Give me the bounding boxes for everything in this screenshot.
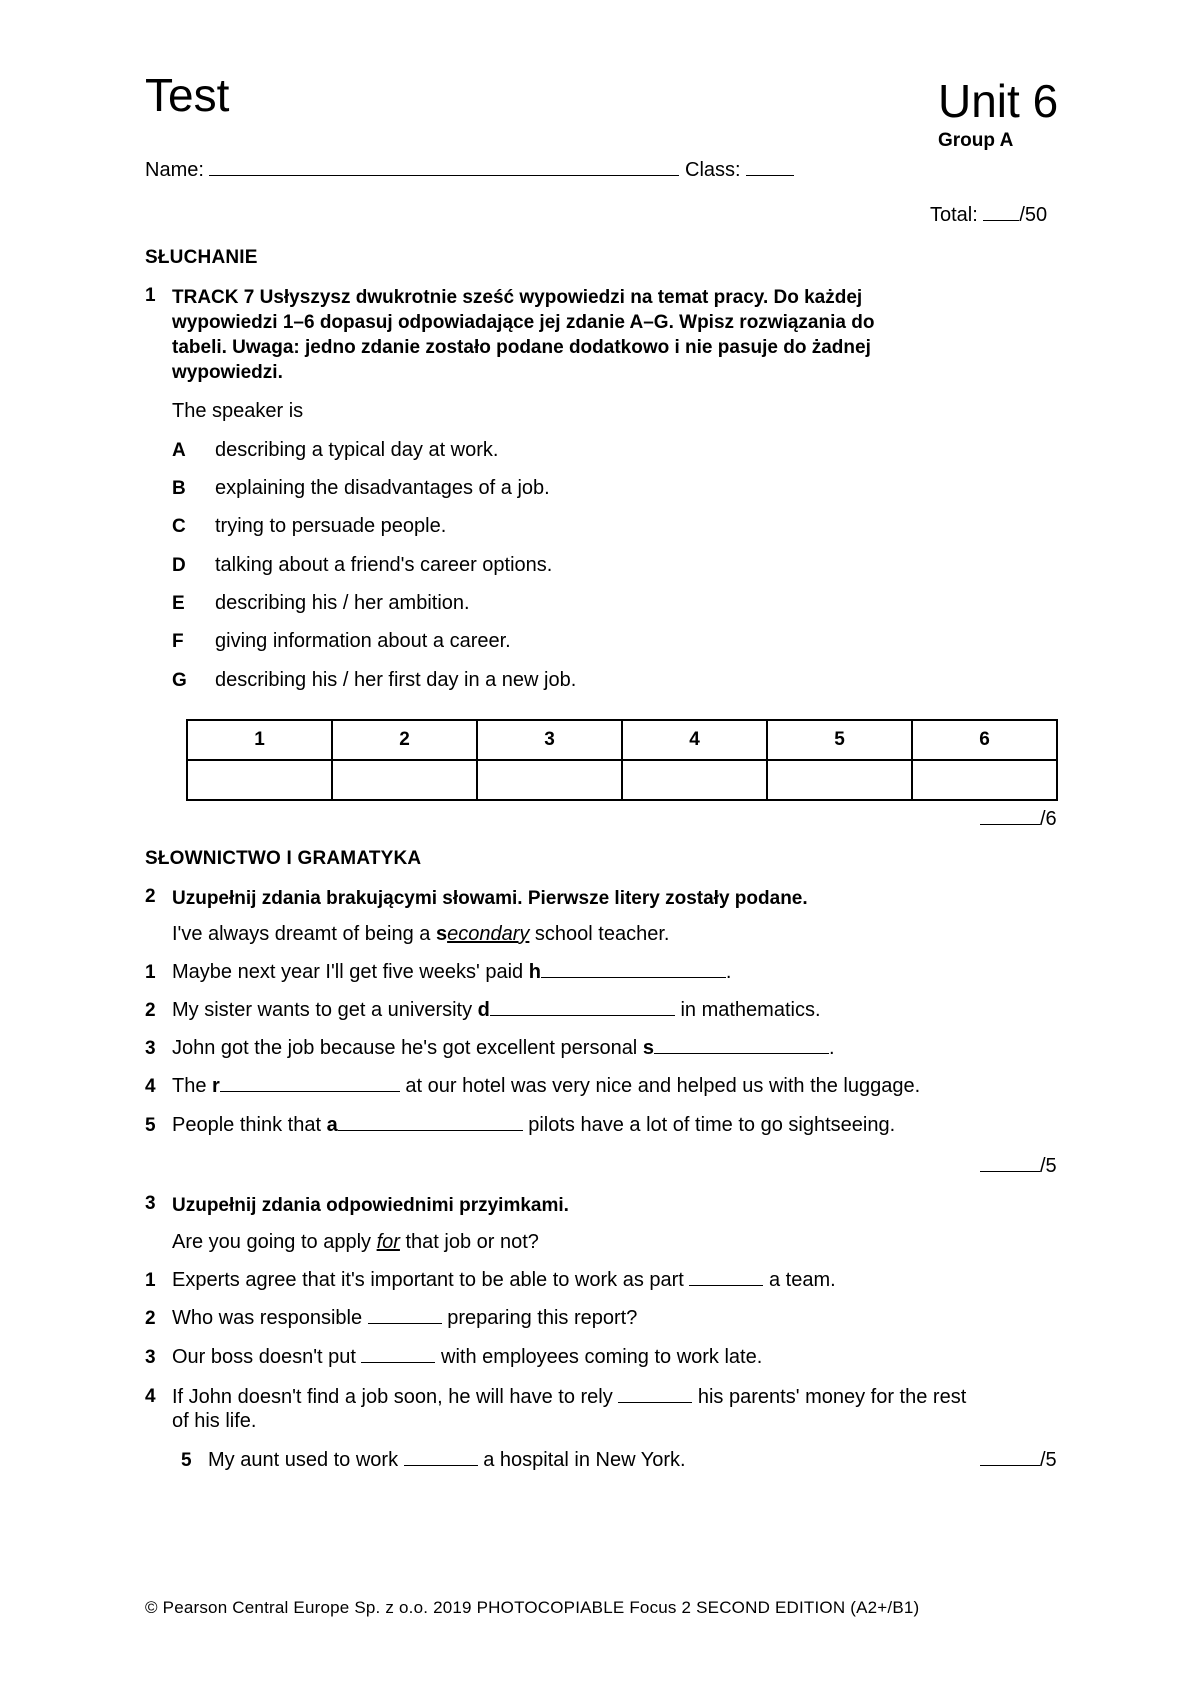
score-max: /5: [1040, 1155, 1057, 1177]
answer-table-header: 6: [912, 720, 1057, 760]
answer-gap[interactable]: [618, 1386, 692, 1403]
exercise-1-score: [980, 808, 1057, 831]
exercise-3-item: [172, 1385, 1052, 1433]
item-text: at our hotel was very nice and helped us with the luggage.: [399, 1075, 921, 1097]
score-field[interactable]: [980, 808, 1040, 825]
option-letter: F: [172, 631, 184, 652]
option-letter: C: [172, 516, 186, 537]
exercise-2-example: [172, 923, 669, 946]
answer-gap[interactable]: [404, 1449, 478, 1466]
total-field[interactable]: [983, 204, 1019, 221]
item-first-letter: a: [326, 1114, 338, 1136]
answer-gap[interactable]: [368, 1307, 442, 1324]
score-field[interactable]: [980, 1449, 1040, 1466]
answer-gap[interactable]: [338, 1114, 523, 1131]
item-number: 4: [145, 1076, 156, 1097]
item-text: My aunt used to work: [208, 1449, 404, 1471]
answer-gap[interactable]: [220, 1075, 400, 1092]
option-text: describing a typical day at work.: [215, 439, 499, 461]
option-letter: E: [172, 593, 185, 614]
item-text: .: [828, 1037, 835, 1059]
example-text: Are you going to apply: [172, 1231, 377, 1253]
unit-title: Unit 6: [938, 75, 1059, 127]
item-text: preparing this report?: [441, 1307, 638, 1329]
item-number: 2: [145, 1308, 156, 1329]
item-text: in mathematics.: [674, 999, 821, 1021]
exercise-3-number: 3: [145, 1193, 156, 1214]
answer-cell[interactable]: [477, 760, 622, 800]
exercise-1-instruction: [172, 285, 1052, 385]
exercise-2-item: [172, 1037, 835, 1060]
group-label: Group A: [938, 130, 1014, 151]
item-first-letter: d: [477, 999, 490, 1021]
instruction-line: wypowiedzi.: [172, 362, 283, 383]
answer-table: [186, 719, 1058, 801]
option-letter: D: [172, 555, 186, 576]
listening-heading: SŁUCHANIE: [145, 247, 258, 268]
item-text: pilots have a lot of time to go sightseeing.: [522, 1114, 896, 1136]
total-score: [930, 204, 1047, 227]
answer-cell[interactable]: [912, 760, 1057, 800]
item-first-letter: h: [528, 961, 541, 983]
item-text: his parents' money for the rest: [692, 1386, 967, 1408]
item-text: a hospital in New York.: [477, 1449, 686, 1471]
total-label: Total:: [930, 204, 978, 226]
instruction-line: wypowiedzi 1–6 dopasuj odpowiadające jej zdanie A–G. Wpisz rozwiązania do: [172, 312, 875, 333]
score-max: /5: [1040, 1449, 1057, 1471]
option-text: describing his / her ambition.: [215, 592, 470, 614]
example-answer: for: [376, 1231, 400, 1253]
example-answer: econdary: [447, 923, 530, 945]
instruction-line: TRACK 7 Usłyszysz dwukrotnie sześć wypowiedzi na temat pracy. Do każdej: [172, 287, 863, 308]
example-text: school teacher.: [529, 923, 670, 945]
exercise-3-item: [208, 1449, 686, 1472]
option-text: talking about a friend's career options.: [215, 554, 553, 576]
exercise-3-instruction: Uzupełnij zdania odpowiednimi przyimkami.: [172, 1195, 569, 1216]
item-text: .: [725, 961, 732, 983]
exercise-3-item: [172, 1346, 762, 1369]
answer-table-header-row: [187, 720, 1057, 760]
item-text: Maybe next year I'll get five weeks' paid: [172, 961, 529, 983]
option-text: giving information about a career.: [215, 630, 511, 652]
answer-table-header: 5: [767, 720, 912, 760]
item-text: with employees coming to work late.: [435, 1346, 763, 1368]
answer-cell[interactable]: [332, 760, 477, 800]
score-field[interactable]: [980, 1155, 1040, 1172]
item-number: 4: [145, 1386, 156, 1407]
item-first-letter: s: [642, 1037, 654, 1059]
score-max: /6: [1040, 808, 1057, 830]
item-number: 5: [145, 1115, 156, 1136]
answer-gap[interactable]: [541, 961, 726, 978]
name-class-line: [145, 157, 794, 182]
answer-cell[interactable]: [622, 760, 767, 800]
answer-cell[interactable]: [187, 760, 332, 800]
option-letter: G: [172, 670, 187, 691]
copyright-footer: © Pearson Central Europe Sp. z o.o. 2019 PHOTOCOPIABLE Focus 2 SECOND EDITION (A2+/B1): [145, 1598, 920, 1617]
exercise-3-item: [172, 1269, 836, 1292]
item-text: If John doesn't find a job soon, he will have to rely: [172, 1386, 619, 1408]
item-text: of his life.: [172, 1410, 257, 1432]
option-text: trying to persuade people.: [215, 515, 447, 537]
exercise-3-score: [980, 1449, 1057, 1472]
exercise-2-number: 2: [145, 886, 156, 907]
item-text: Our boss doesn't put: [172, 1346, 362, 1368]
option-text: explaining the disadvantages of a job.: [215, 477, 550, 499]
example-first-letter: s: [435, 923, 448, 945]
class-label: Class:: [685, 159, 741, 181]
item-number: 3: [145, 1038, 156, 1059]
item-text: a team.: [763, 1269, 836, 1291]
answer-gap[interactable]: [361, 1346, 435, 1363]
vocab-heading: SŁOWNICTWO I GRAMATYKA: [145, 848, 422, 869]
total-max: /50: [1019, 204, 1048, 226]
item-text: Who was responsible: [172, 1307, 368, 1329]
option-letter: B: [172, 478, 186, 499]
name-label: Name:: [145, 159, 204, 181]
item-text: People think that: [172, 1114, 327, 1136]
exercise-2-item: [172, 1114, 895, 1137]
item-number: 1: [145, 1270, 156, 1291]
exercise-3-example: [172, 1231, 539, 1254]
item-text: My sister wants to get a university: [172, 999, 478, 1021]
exercise-2-item: [172, 961, 731, 984]
answer-gap[interactable]: [689, 1269, 763, 1286]
example-text: I've always dreamt of being a: [172, 923, 436, 945]
exercise-2-score: [980, 1155, 1057, 1178]
test-title: Test: [145, 69, 230, 121]
item-number: 5: [181, 1450, 192, 1471]
item-number: 3: [145, 1347, 156, 1368]
item-text: Experts agree that it's important to be able to work as part: [172, 1269, 690, 1291]
answer-table-input-row: [187, 760, 1057, 800]
answer-table-header: 4: [622, 720, 767, 760]
name-field[interactable]: [209, 157, 679, 176]
class-field[interactable]: [746, 157, 794, 176]
example-text: that job or not?: [399, 1231, 539, 1253]
instruction-line: tabeli. Uwaga: jedno zdanie zostało podane dodatkowo i nie pasuje do żadnej: [172, 337, 871, 358]
exercise-2-instruction: Uzupełnij zdania brakującymi słowami. Pierwsze litery zostały podane.: [172, 888, 808, 909]
item-text: The: [172, 1075, 213, 1097]
option-text: describing his / her first day in a new job.: [215, 669, 577, 691]
answer-table-header: 2: [332, 720, 477, 760]
answer-table-header: 1: [187, 720, 332, 760]
answer-table-header: 3: [477, 720, 622, 760]
exercise-2-item: [172, 999, 821, 1022]
exercise-3-item: [172, 1307, 637, 1330]
item-first-letter: r: [212, 1075, 220, 1097]
option-letter: A: [172, 440, 186, 461]
answer-gap[interactable]: [654, 1037, 829, 1054]
exercise-1-number: 1: [145, 285, 156, 306]
item-number: 2: [145, 1000, 156, 1021]
item-text: John got the job because he's got excellent personal: [172, 1037, 643, 1059]
answer-cell[interactable]: [767, 760, 912, 800]
item-number: 1: [145, 962, 156, 983]
exercise-1-stem: The speaker is: [172, 400, 304, 422]
answer-gap[interactable]: [490, 999, 675, 1016]
exercise-2-item: [172, 1075, 920, 1098]
